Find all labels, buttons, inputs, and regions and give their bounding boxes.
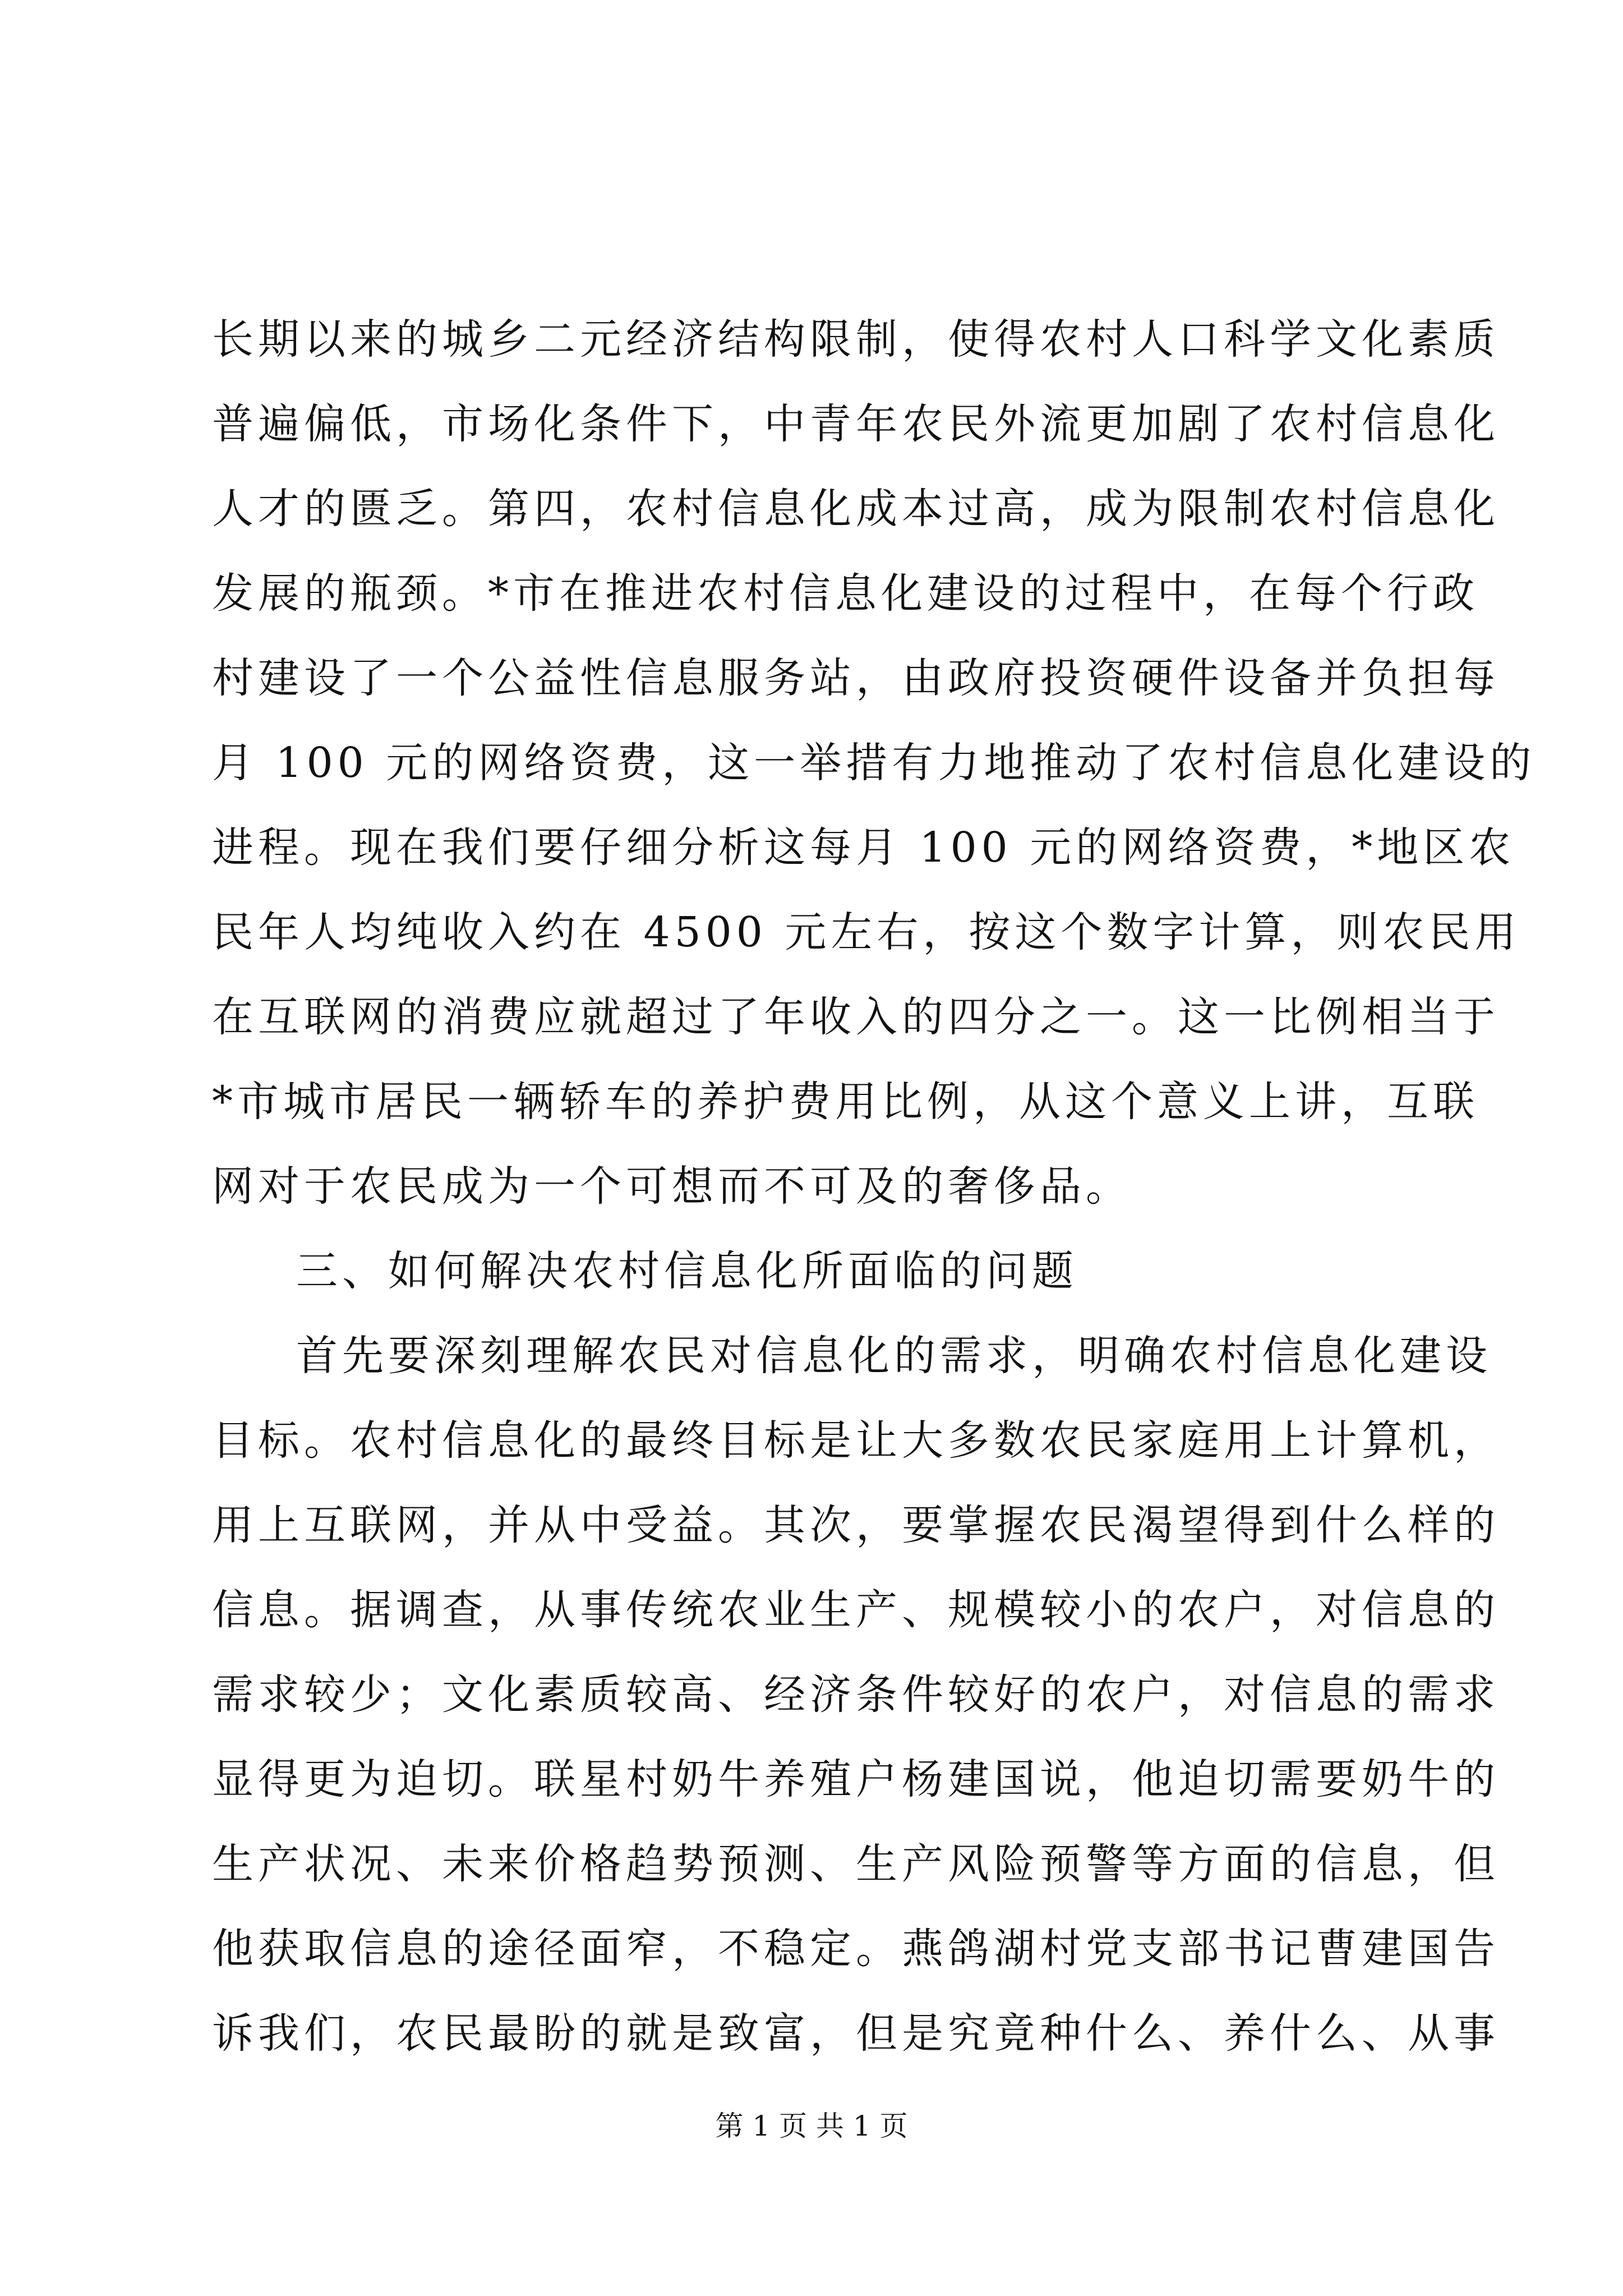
text-line: 用上互联网，并从中受益。其次，要掌握农民渴望得到什么样的 xyxy=(212,1501,1500,1549)
text-line: *市城市居民一辆轿车的养护费用比例，从这个意义上讲，互联 xyxy=(212,1078,1479,1126)
text-line: 信息。据调查，从事传统农业生产、规模较小的农户，对信息的 xyxy=(212,1586,1500,1634)
page-footer: 第 1 页 共 1 页 xyxy=(715,2110,908,2142)
text-line: 发展的瓶颈。*市在推进农村信息化建设的过程中，在每个行政 xyxy=(212,569,1479,618)
text-line: 生产状况、未来价格趋势预测、生产风险预警等方面的信息，但 xyxy=(212,1840,1500,1888)
text-line: 他获取信息的途径面窄，不稳定。燕鸽湖村党支部书记曹建国告 xyxy=(212,1925,1500,1973)
text-line: 长期以来的城乡二元经济结构限制，使得农村人口科学文化素质 xyxy=(212,315,1500,364)
document-body xyxy=(212,297,1536,2076)
section-heading: 三、如何解决农村信息化所面临的问题 xyxy=(296,1247,1078,1295)
text-line: 月 100 元的网络资费，这一举措有力地推动了农村信息化建设的 xyxy=(212,739,1536,787)
text-line: 进程。现在我们要仔细分析这每月 100 元的网络资费，*地区农 xyxy=(212,823,1515,872)
text-line: 在互联网的消费应就超过了年收入的四分之一。这一比例相当于 xyxy=(212,993,1500,1041)
text-line: 需求较少；文化素质较高、经济条件较好的农户，对信息的需求 xyxy=(212,1671,1500,1719)
text-line: 民年人均纯收入约在 4500 元左右，按这个数字计算，则农民用 xyxy=(212,908,1521,956)
text-line: 目标。农村信息化的最终目标是让大多数农民家庭用上计算机， xyxy=(212,1416,1500,1465)
text-line: 显得更为迫切。联星村奶牛养殖户杨建国说，他迫切需要奶牛的 xyxy=(212,1755,1500,1803)
text-line: 普遍偏低，市场化条件下，中青年农民外流更加剧了农村信息化 xyxy=(212,400,1500,448)
text-line: 村建设了一个公益性信息服务站，由政府投资硬件设备并负担每 xyxy=(212,654,1500,702)
text-line: 诉我们，农民最盼的就是致富，但是究竟种什么、养什么、从事 xyxy=(212,2009,1500,2058)
text-line: 人才的匮乏。第四，农村信息化成本过高，成为限制农村信息化 xyxy=(212,485,1500,533)
text-line: 网对于农民成为一个可想而不可及的奢侈品。 xyxy=(212,1162,1132,1211)
paragraph-first-line: 首先要深刻理解农民对信息化的需求，明确农村信息化建设 xyxy=(296,1332,1492,1380)
